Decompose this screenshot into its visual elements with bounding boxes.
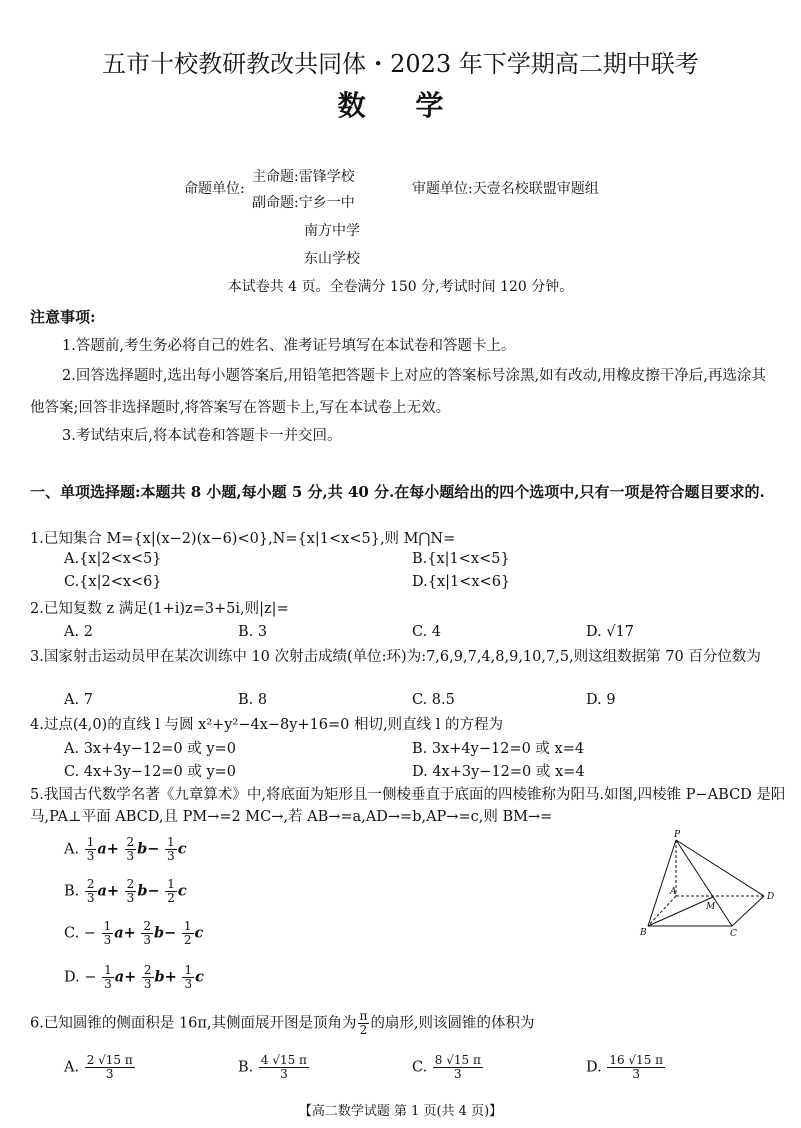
question-1-option-d: D.{x|1<x<6} <box>412 574 511 590</box>
label-d: D <box>767 892 775 902</box>
question-1-stem: 1.已知集合 M={x|(x−2)(x−6)<0},N={x|1<x<5},则 M⋂N= <box>30 531 456 547</box>
pyramid-figure <box>638 828 778 940</box>
question-3-option-a: A. 7 <box>64 692 93 708</box>
exam-note: 本试卷共 4 页。全卷满分 150 分,考试时间 120 分钟。 <box>227 279 574 295</box>
question-3-option-b: B. 8 <box>238 692 268 708</box>
edge-pd <box>676 840 764 896</box>
question-5-option-a: A. $\frac{1}{3}$ a+ $\frac{2}{3}$ b− $\frac{1}{3}$ c <box>64 835 187 863</box>
segment-bm <box>648 897 713 926</box>
section-heading: 一、单项选择题:本题共 8 小题,每小题 5 分,共 40 分.在每小题给出的四个选项中,只有一项是符合题目要求的. <box>30 483 765 501</box>
exam-title: 五市十校教研教改共同体・2023 年下学期高二期中联考 <box>102 50 699 78</box>
question-4-option-a: A. 3x+4y−12=0 或 y=0 <box>64 741 236 757</box>
unit-label: 命题单位: <box>184 181 245 197</box>
label-c: C <box>730 929 737 939</box>
question-6-option-c: C. $\frac{8 √15 \pi}{3}$ <box>412 1053 481 1081</box>
edge-pc <box>676 840 732 926</box>
notice-item-3: 3.考试结束后,将本试卷和答题卡一并交回。 <box>62 428 342 444</box>
question-1-option-b: B.{x|1<x<5} <box>412 551 510 567</box>
question-2-option-b: B. 3 <box>238 624 268 640</box>
question-3-option-d: D. 9 <box>586 692 616 708</box>
question-4-option-b: B. 3x+4y−12=0 或 x=4 <box>412 741 585 757</box>
label-p: P <box>674 830 681 840</box>
question-5-option-d: D. − $\frac{1}{3}$ a+ $\frac{2}{3}$ b+ $\frac{1}{3}$ c <box>64 963 204 991</box>
question-5-stem: 5.我国古代数学名著《九章算术》中,将底面为矩形且一侧棱垂直于底面的四棱锥称为阳马.如图,四棱锥 P−ABCD 是阳马,PA⊥平面 ABCD,且 PM→=2 MC→,若 AB→=a,AD→=b,AP→=c,则 BM→= <box>30 787 786 825</box>
label-b: B <box>640 928 647 938</box>
question-1-option-a: A.{x|2<x<5} <box>64 551 162 567</box>
question-5-option-b: B. $\frac{2}{3}$ a+ $\frac{2}{3}$ b− $\frac{1}{2}$ c <box>64 877 187 905</box>
label-m: M <box>706 902 716 912</box>
question-2-stem: 2.已知复数 z 满足(1+i)z=3+5i,则|z|= <box>30 601 289 617</box>
exam-subject: 数 学 <box>337 89 464 122</box>
question-3-stem: 3.国家射击运动员甲在某次训练中 10 次射击成绩(单位:环)为:7,6,9,7,4,8,9,10,7,5,则这组数据第 70 百分位数为 <box>30 649 761 665</box>
question-6-option-d: D. $\frac{16 √15 \pi}{3}$ <box>586 1053 664 1081</box>
edge-ab <box>648 896 676 926</box>
edge-pb <box>648 840 676 926</box>
notice-title: 注意事项: <box>30 308 96 326</box>
label-a: A <box>670 887 677 897</box>
question-4-option-d: D. 4x+3y−12=0 或 x=4 <box>412 764 585 780</box>
question-1-option-c: C.{x|2<x<6} <box>64 574 162 590</box>
notice-item-1: 1.答题前,考生务必将自己的姓名、准考证号填写在本试卷和答题卡上。 <box>62 338 516 354</box>
question-5-option-c: C. − $\frac{1}{3}$ a+ $\frac{2}{3}$ b− $\frac{1}{2}$ c <box>64 919 204 947</box>
review-unit: 审题单位:天壹名校联盟审题组 <box>412 181 599 197</box>
sub-setter: 副命题:宁乡一中 <box>252 195 355 211</box>
notice-item-2: 2.回答选择题时,选出每小题答案后,用铅笔把答题卡上对应的答案标号涂黑,如有改动,用橡皮擦干净后,再选涂其他答案;回答非选择题时,将答案写在答题卡上,写在本试卷上无效。 <box>30 368 766 416</box>
question-4-stem: 4.过点(4,0)的直线 l 与圆 x²+y²−4x−8y+16=0 相切,则直线 l 的方程为 <box>30 717 503 733</box>
question-6-option-a: A. $\frac{2 √15 \pi}{3}$ <box>64 1053 133 1081</box>
question-6-option-b: B. $\frac{4 √15 \pi}{3}$ <box>238 1053 307 1081</box>
question-6-stem: 6.已知圆锥的侧面积是 16π,其侧面展开图是顶角为 $\frac{\pi}{2}$ 的扇形,则该圆锥的体积为 <box>30 1009 535 1037</box>
sub-school-2: 南方中学 <box>304 223 360 239</box>
question-2-option-d: D. √17 <box>586 624 635 640</box>
page-footer: 【高二数学试题 第 1 页(共 4 页)】 <box>298 1104 503 1119</box>
question-4-option-c: C. 4x+3y−12=0 或 y=0 <box>64 764 237 780</box>
question-2-option-a: A. 2 <box>64 624 93 640</box>
edge-cd <box>732 896 764 926</box>
question-2-option-c: C. 4 <box>412 624 442 640</box>
question-3-option-c: C. 8.5 <box>412 692 455 708</box>
sub-school-3: 东山学校 <box>304 251 360 267</box>
main-setter: 主命题:雷锋学校 <box>252 169 355 185</box>
